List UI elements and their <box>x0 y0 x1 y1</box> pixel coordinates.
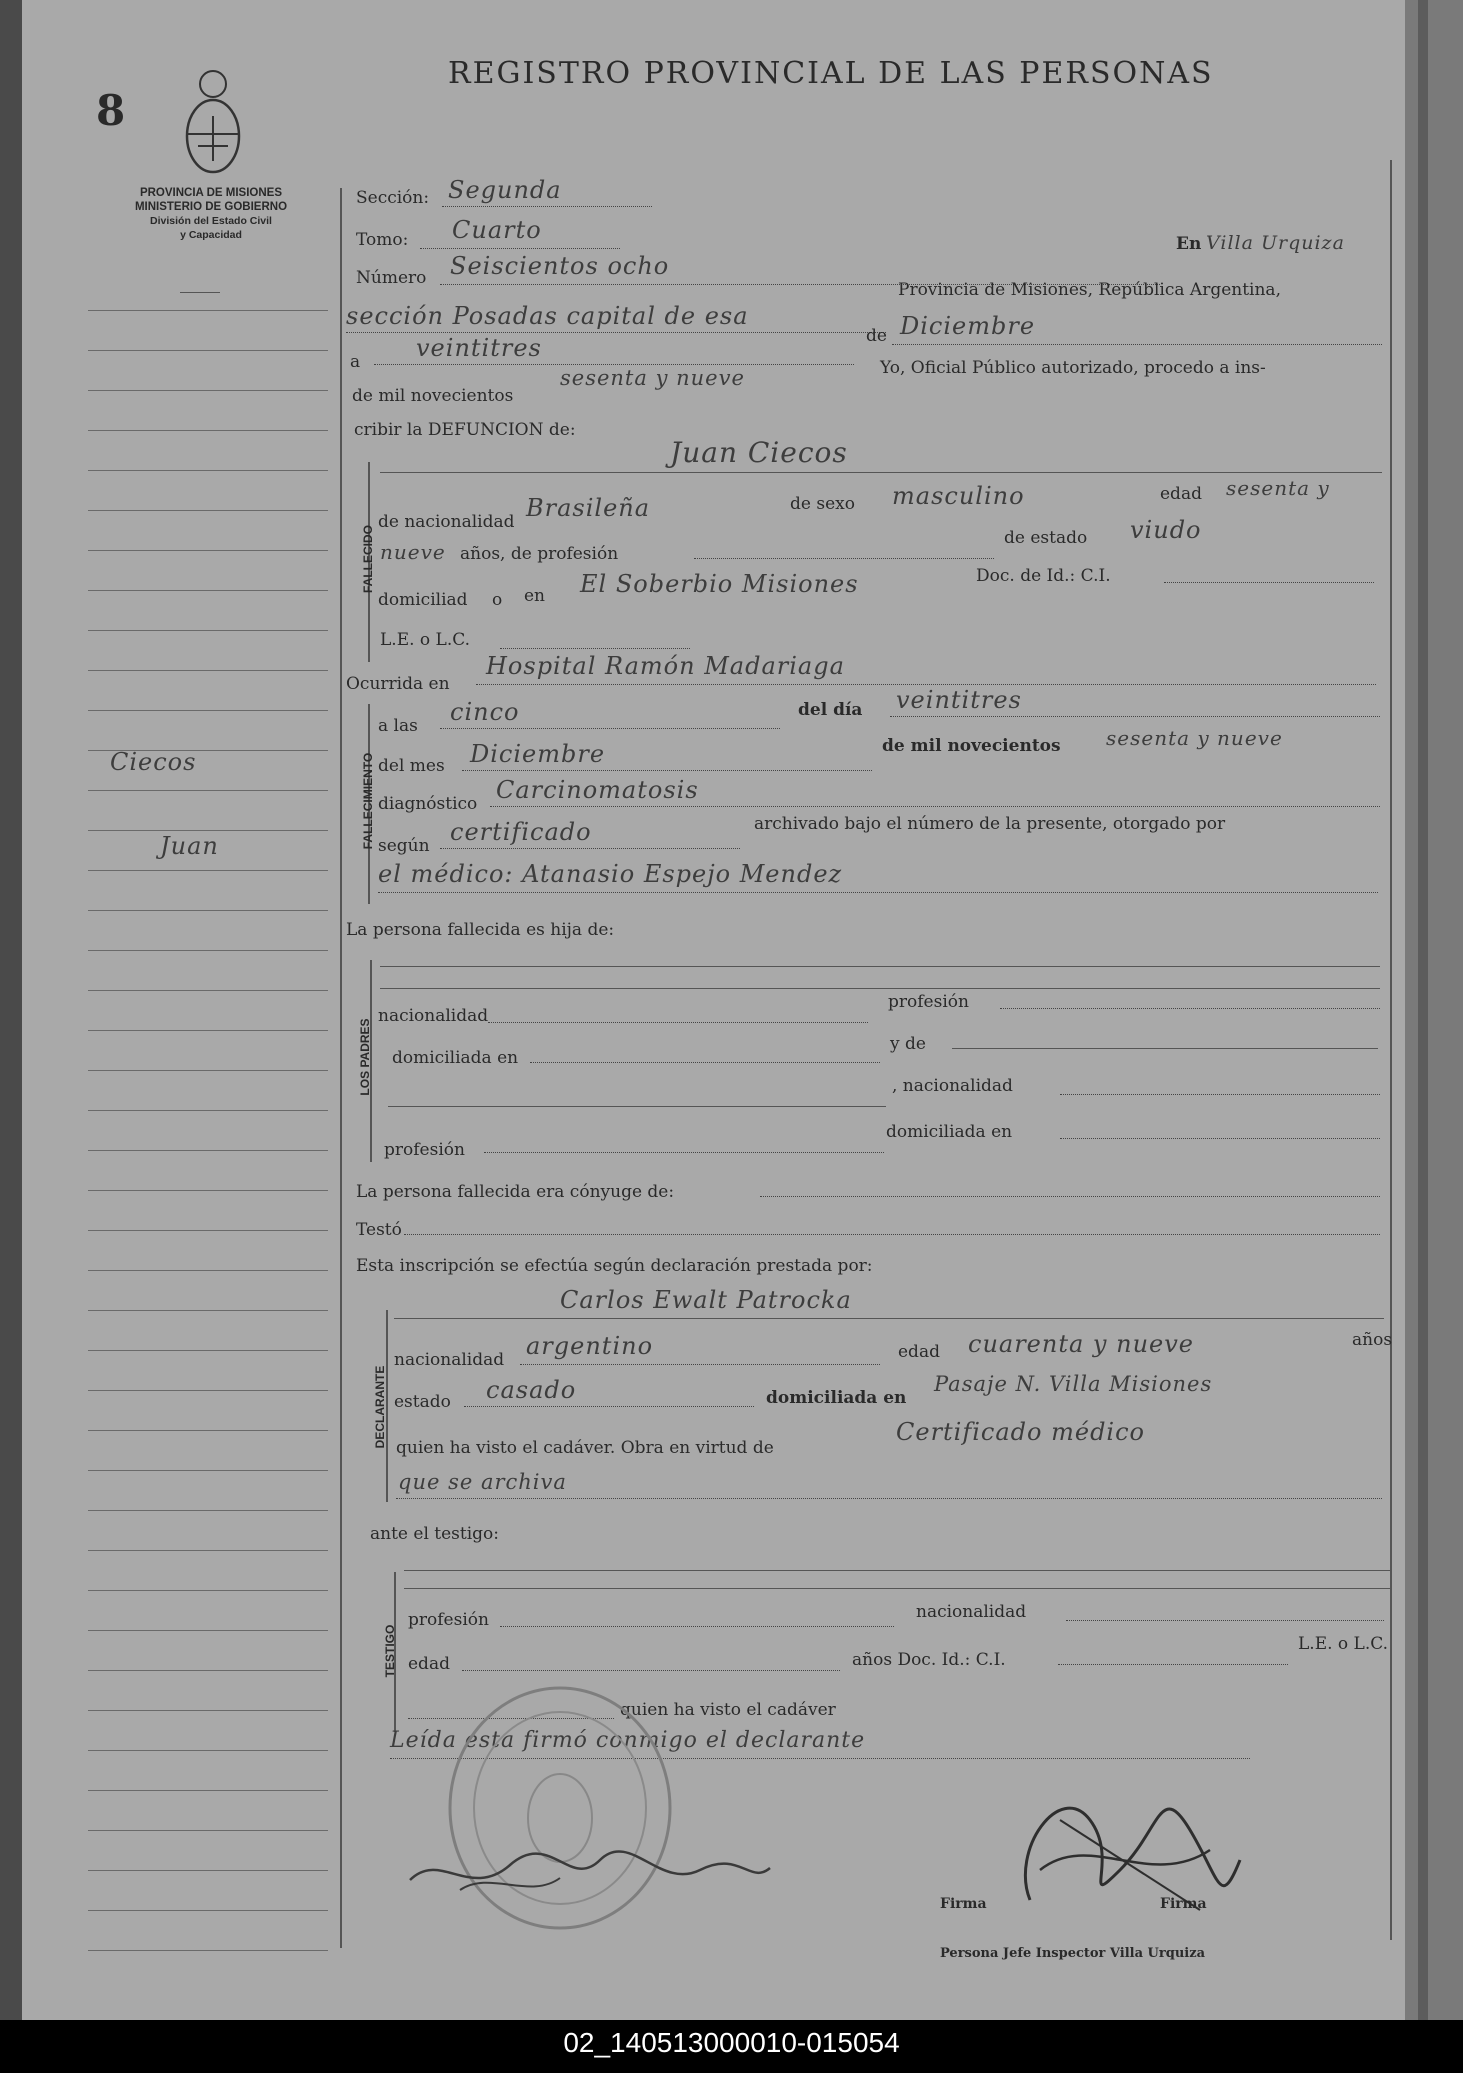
segun-value: certificado <box>450 818 592 846</box>
field-line <box>484 1152 884 1153</box>
declarante-cadaver-value: Certificado médico <box>896 1418 1145 1446</box>
field-line <box>892 344 1382 345</box>
field-line <box>374 364 854 365</box>
page-edge-shadow <box>1418 0 1428 2020</box>
field-line <box>1060 1094 1380 1095</box>
field-line <box>404 1588 1390 1589</box>
margin-note-surname: Ciecos <box>110 748 197 776</box>
field-line <box>440 848 740 849</box>
sexo-value: masculino <box>892 482 1025 510</box>
padres-domiciliada-label: domiciliada en <box>392 1048 519 1068</box>
margin-ruled-line <box>88 430 328 431</box>
field-line <box>500 1626 894 1627</box>
line6-text: cribir la DEFUNCION de: <box>354 420 576 440</box>
margin-ruled-line <box>88 1150 328 1151</box>
diagnostico-label: diagnóstico <box>378 794 478 814</box>
coat-of-arms-icon <box>178 66 248 178</box>
declaracion-label: Esta inscripción se efectúa según declaración prestada por: <box>356 1256 873 1276</box>
archivado-text: archivado bajo el número de la presente, otorgado por <box>754 814 1226 834</box>
field-line <box>890 716 1380 717</box>
margin-ruled-line <box>88 1550 328 1551</box>
field-line <box>694 558 994 559</box>
field-line <box>952 1048 1378 1049</box>
domicilio-suffix: o <box>492 590 503 610</box>
margin-ruled-line <box>88 990 328 991</box>
ocurrida-value: Hospital Ramón Madariaga <box>486 652 845 680</box>
edad-label: edad <box>1160 484 1202 504</box>
signature-label: Firma <box>1160 1896 1207 1912</box>
declarante-nacionalidad-value: argentino <box>526 1332 654 1360</box>
padres-nacionalidad2-label: , nacionalidad <box>892 1076 1013 1096</box>
declarante-estado-value: casado <box>486 1376 577 1404</box>
field-line <box>1000 1008 1380 1009</box>
ante-label: ante el testigo: <box>370 1524 500 1544</box>
padres-profesion2-label: profesión <box>384 1140 465 1160</box>
margin-ruled-line <box>88 790 328 791</box>
field-line <box>530 1062 880 1063</box>
margin-ruled-line <box>88 1030 328 1031</box>
field-line <box>378 892 1378 893</box>
edad-value: sesenta y <box>1226 476 1330 500</box>
y-de-label: y de <box>890 1034 926 1054</box>
a-las-label: a las <box>378 716 418 736</box>
signature-right <box>1000 1760 1260 1930</box>
field-line <box>476 684 1376 685</box>
margin-ruled-line <box>88 710 328 711</box>
margin-ruled-line <box>88 1310 328 1311</box>
margin-ruled-line <box>88 1190 328 1191</box>
ocurrida-label: Ocurrida en <box>346 674 450 694</box>
declarante-domiciliada-value: Pasaje N. Villa Misiones <box>934 1372 1213 1396</box>
nacionalidad-value: Brasileña <box>526 494 651 522</box>
scan-id: 02_140513000010-015054 <box>563 2027 900 2058</box>
margin-ruled-line <box>88 1870 328 1871</box>
doc-label: Doc. de Id.: C.I. <box>976 566 1111 586</box>
closing-note: Leída esta firmó conmigo el declarante <box>390 1728 866 1753</box>
seccion-label: Sección: <box>356 188 430 208</box>
fallecimiento-side-label: FALLECIMIENTO <box>361 752 375 850</box>
testigo-nacionalidad-label: nacionalidad <box>916 1602 1027 1622</box>
padres-profesion-label: profesión <box>888 992 969 1012</box>
margin-ruled-line <box>88 310 328 311</box>
field-line <box>442 206 652 207</box>
declarante-cadaver-value-2: que se archiva <box>398 1470 567 1494</box>
hija-label: La persona fallecida es hija de: <box>346 920 615 940</box>
margin-ruled-line <box>88 470 328 471</box>
testigo-cadaver-label: quien ha visto el cadáver <box>620 1700 836 1720</box>
margin-ruled-line <box>88 670 328 671</box>
field-line <box>404 1570 1390 1571</box>
margin-note-name: Juan <box>160 832 219 860</box>
name-line <box>380 472 1382 473</box>
field-line <box>500 648 690 649</box>
margin-ruled-line <box>88 910 328 911</box>
margin-ruled-line <box>88 630 328 631</box>
conyuge-label: La persona fallecida era cónyuge de: <box>356 1182 675 1202</box>
line5-value: sesenta y nueve <box>560 366 745 390</box>
divider <box>180 292 220 293</box>
field-line <box>380 966 1380 967</box>
segun-label: según <box>378 836 430 856</box>
padres-side-label: LOS PADRES <box>358 1018 372 1096</box>
edad-value-2: nueve <box>380 540 446 564</box>
declarante-domiciliada-label: domiciliada en <box>766 1388 907 1408</box>
tomo-label: Tomo: <box>356 230 409 250</box>
estado-value: viudo <box>1130 516 1202 544</box>
del-dia-value: veintitres <box>896 686 1022 714</box>
margin-ruled-line <box>88 1510 328 1511</box>
line3-text: Provincia de Misiones, República Argentina, <box>898 280 1281 300</box>
field-line <box>346 332 886 333</box>
field-line <box>520 1364 880 1365</box>
institution-line: División del Estado Civil <box>150 215 272 227</box>
en-value: Villa Urquiza <box>1206 232 1345 254</box>
del-dia-label: del día <box>798 700 863 720</box>
del-mes-value: Diciembre <box>470 740 606 768</box>
field-line <box>1164 582 1374 583</box>
institution-line: PROVINCIA DE MISIONES <box>139 187 283 199</box>
margin-ruled-line <box>88 1350 328 1351</box>
margin-ruled-line <box>88 1830 328 1831</box>
en-label: En <box>1176 234 1202 254</box>
estado-label: de estado <box>1004 528 1088 548</box>
margin-ruled-line <box>88 1430 328 1431</box>
testigo-side-label: TESTIGO <box>383 1624 397 1678</box>
margin-ruled-line <box>88 550 328 551</box>
field-line <box>1058 1664 1288 1665</box>
medico-value: el médico: Atanasio Espejo Mendez <box>378 860 843 888</box>
diagnostico-value: Carcinomatosis <box>496 776 699 804</box>
mil-label: de mil novecientos <box>882 736 1061 756</box>
line5-label: de mil novecientos <box>352 386 514 406</box>
signature-label: Firma <box>940 1896 987 1912</box>
declarante-edad-label: edad <box>898 1342 940 1362</box>
declarante-nacionalidad-label: nacionalidad <box>394 1350 505 1370</box>
domicilio-label: domiciliad <box>378 590 468 610</box>
domicilio-value: El Soberbio Misiones <box>580 570 859 598</box>
le-label: L.E. o L.C. <box>380 630 471 650</box>
declarante-cadaver-label: quien ha visto el cadáver. Obra en virtud de <box>396 1438 774 1458</box>
padres-nacionalidad-label: nacionalidad <box>378 1006 489 1026</box>
book-binding-edge <box>0 0 22 2020</box>
de-label: de <box>866 326 887 346</box>
margin-ruled-line <box>88 950 328 951</box>
field-line <box>490 806 1380 807</box>
margin-ruled-line <box>88 350 328 351</box>
institution-block <box>96 186 326 242</box>
line5-text: Yo, Oficial Público autorizado, procedo a ins- <box>880 358 1266 378</box>
margin-ruled-line <box>88 1750 328 1751</box>
seccion-value: Segunda <box>448 176 562 204</box>
declarante-edad-value: cuarenta y nueve <box>968 1330 1194 1358</box>
page-number: 8 <box>96 86 126 135</box>
numero-label: Número <box>356 268 427 288</box>
testo-label: Testó <box>356 1220 402 1240</box>
tomo-value: Cuarto <box>452 216 542 244</box>
field-line <box>488 1022 868 1023</box>
field-line <box>440 728 780 729</box>
mil-value: sesenta y nueve <box>1106 726 1283 750</box>
field-line <box>396 1498 1382 1499</box>
a-value: veintitres <box>416 334 542 362</box>
declarante-side-label: DECLARANTE <box>373 1365 387 1449</box>
en-label: en <box>524 586 546 606</box>
signature-left <box>400 1830 780 1910</box>
margin-ruled-line <box>88 1470 328 1471</box>
field-line <box>1060 1138 1380 1139</box>
margin-ruled-line <box>88 390 328 391</box>
line3-value: sección Posadas capital de esa <box>346 302 749 330</box>
margin-ruled-line <box>88 870 328 871</box>
margin-ruled-line <box>88 1710 328 1711</box>
sexo-label: de sexo <box>790 494 855 514</box>
de-value: Diciembre <box>900 312 1036 340</box>
testigo-doc-label: años Doc. Id.: C.I. <box>852 1650 1006 1670</box>
margin-ruled-line <box>88 1070 328 1071</box>
field-line <box>760 1196 1380 1197</box>
signature-label: Persona Jefe Inspector Villa Urquiza <box>940 1946 1206 1961</box>
field-line <box>462 770 872 771</box>
declarante-anos-label: años <box>1352 1330 1393 1350</box>
field-line <box>420 248 620 249</box>
testigo-le-label: L.E. o L.C. <box>1298 1634 1389 1654</box>
field-line <box>462 1670 840 1671</box>
a-label: a <box>350 352 361 372</box>
fallecido-side-label: FALLECIDO <box>361 525 375 593</box>
anos-profesion-label: años, de profesión <box>460 544 619 564</box>
margin-rule <box>340 188 342 1948</box>
fallecido-name: Juan Ciecos <box>670 436 848 469</box>
field-line <box>394 1318 1384 1319</box>
margin-ruled-line <box>88 1790 328 1791</box>
institution-line: MINISTERIO DE GOBIERNO <box>134 201 288 213</box>
a-las-value: cinco <box>450 698 520 726</box>
margin-ruled-line <box>88 1230 328 1231</box>
page-edge <box>1405 0 1463 2020</box>
field-line <box>404 1234 1380 1235</box>
right-rule <box>1390 160 1392 1940</box>
field-line <box>388 1106 886 1107</box>
margin-ruled-line <box>88 1390 328 1391</box>
margin-ruled-line <box>88 590 328 591</box>
margin-ruled-line <box>88 830 328 831</box>
field-line <box>1066 1620 1384 1621</box>
field-line <box>380 988 1380 989</box>
margin-ruled-line <box>88 1670 328 1671</box>
margin-ruled-line <box>88 1630 328 1631</box>
field-line <box>464 1406 754 1407</box>
margin-ruled-line <box>88 1110 328 1111</box>
numero-value: Seiscientos ocho <box>450 252 670 280</box>
testigo-edad-label: edad <box>408 1654 450 1674</box>
margin-ruled-line <box>88 510 328 511</box>
testigo-profesion-label: profesión <box>408 1610 489 1630</box>
declarante-estado-label: estado <box>394 1392 451 1412</box>
institution-line: y Capacidad <box>180 229 242 241</box>
margin-ruled-line <box>88 1590 328 1591</box>
nacionalidad-label: de nacionalidad <box>378 512 515 532</box>
margin-ruled-line <box>88 1950 328 1951</box>
margin-ruled-line <box>88 1910 328 1911</box>
padres-domiciliada2-label: domiciliada en <box>886 1122 1013 1142</box>
del-mes-label: del mes <box>378 756 445 776</box>
document-title: REGISTRO PROVINCIAL DE LAS PERSONAS <box>448 56 1214 91</box>
declarante-name: Carlos Ewalt Patrocka <box>560 1286 852 1314</box>
margin-ruled-line <box>88 1270 328 1271</box>
